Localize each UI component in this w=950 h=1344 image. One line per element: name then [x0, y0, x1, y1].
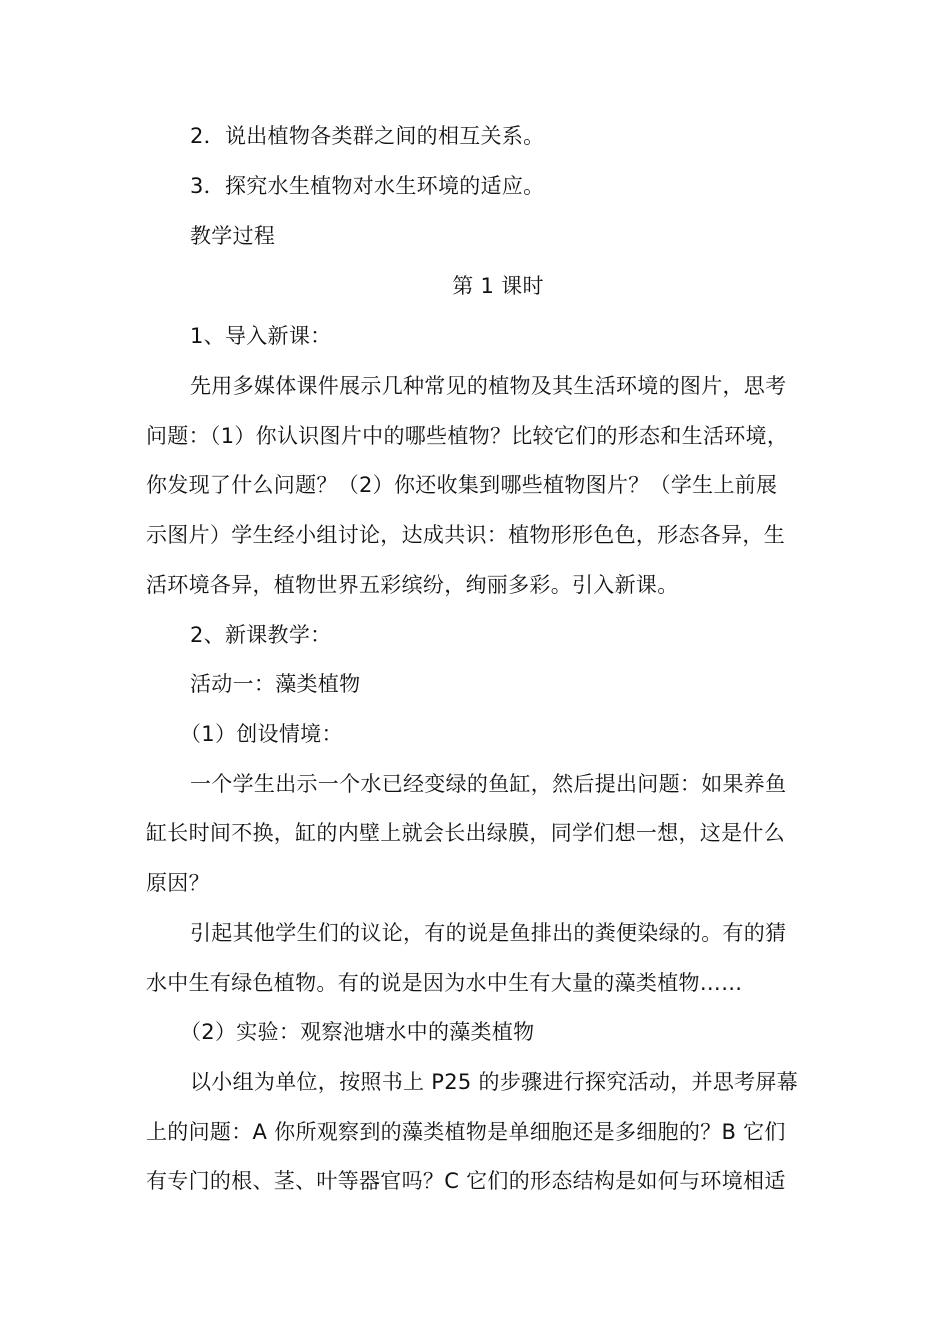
section1-line-1: 先用多媒体课件展示几种常见的植物及其生活环境的图片，思考: [190, 374, 787, 398]
step2-line-1: 以小组为单位，按照书上 P25 的步骤进行探究活动，并思考屏幕: [190, 1070, 799, 1094]
step2-title: （2）实验：观察池塘水中的藻类植物: [180, 1020, 535, 1044]
objective-2: 2．说出植物各类群之间的相互关系。: [190, 124, 545, 148]
section1-line-2: 问题：（1）你认识图片中的哪些植物？比较它们的形态和生活环境，: [146, 424, 789, 448]
step1-line-2: 缸长时间不换，缸的内壁上就会长出绿膜，同学们想一想，这是什么: [146, 821, 785, 845]
section1-line-3: 你发现了什么问题？（2）你还收集到哪些植物图片？（学生上前展: [146, 473, 778, 497]
lesson-heading: 第 1 课时: [452, 274, 544, 298]
section1-line-5: 活环境各异，植物世界五彩缤纷，绚丽多彩。引入新课。: [146, 573, 679, 597]
step1-title: （1）创设情境：: [180, 722, 343, 746]
discussion-line-1: 引起其他学生们的议论，有的说是鱼排出的粪便染绿的。有的猜: [190, 921, 787, 945]
step2-line-2: 上的问题：A 你所观察到的藻类植物是单细胞还是多细胞的？B 它们: [146, 1120, 786, 1144]
section1-title: 1、导入新课：: [190, 324, 332, 348]
process-heading: 教学过程: [190, 224, 276, 248]
section1-line-4: 示图片）学生经小组讨论，达成共识：植物形形色色，形态各异，生: [146, 523, 785, 547]
section2-title: 2、新课教学：: [190, 623, 332, 647]
objective-3: 3．探究水生植物对水生环境的适应。: [190, 174, 545, 198]
step1-line-1: 一个学生出示一个水已经变绿的鱼缸，然后提出问题：如果养鱼: [190, 772, 787, 796]
discussion-line-2: 水中生有绿色植物。有的说是因为水中生有大量的藻类植物……: [146, 971, 743, 995]
step1-line-3: 原因？: [146, 871, 210, 895]
activity1-title: 活动一：藻类植物: [190, 672, 361, 696]
step2-line-3: 有专门的根、茎、叶等器官吗？C 它们的形态结构是如何与环境相适: [146, 1169, 786, 1193]
